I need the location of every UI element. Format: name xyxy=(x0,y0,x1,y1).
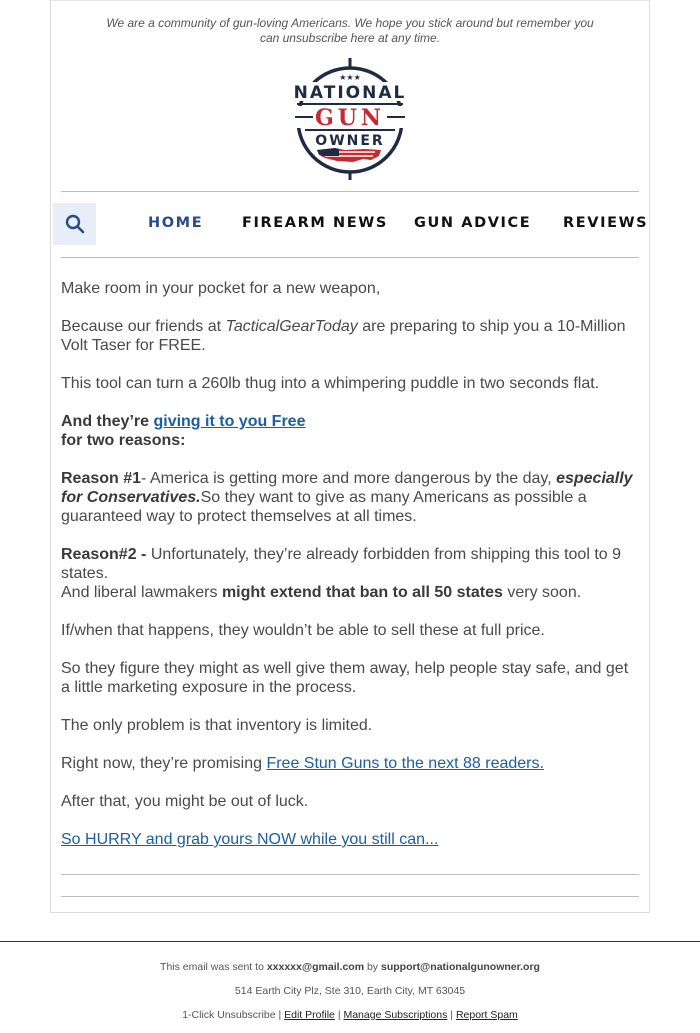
free-stun-guns-link[interactable]: Free Stun Guns to the next 88 readers. xyxy=(266,755,544,772)
paragraph-cta xyxy=(61,830,641,849)
paragraph-tool: This tool can turn a 260lb thug into a whimpering puddle in two seconds flat. xyxy=(61,375,600,392)
greeting: Make room in your pocket for a new weapon, xyxy=(61,280,381,297)
paragraph-intro: Because our friends at TacticalGearToday are preparing to ship you a 10-Million Volt Taser for FREE. xyxy=(61,318,626,354)
paragraph-promise: Right now, they’re promising Free Stun Guns to the next 88 readers. xyxy=(61,755,544,772)
paragraph-inventory: The only problem is that inventory is limited. xyxy=(61,717,373,734)
nav-reviews[interactable]: REVIEWS xyxy=(563,215,649,231)
search-button[interactable] xyxy=(53,203,96,245)
intro-text: We are a community of gun-loving Americans. We hope you stick around but remember you can unsubscribe here at any time. xyxy=(106,16,594,45)
paragraph-luck: After that, you might be out of luck. xyxy=(61,793,309,810)
giving-free-link[interactable]: giving it to you Free xyxy=(153,413,306,430)
footer-sent-to: This email was sent to xxxxxx@gmail.com by support@nationalgunowner.org xyxy=(160,961,540,973)
paragraph-give-away: So they figure they might as well give them away, help people stay safe, and get a little marketing exposure in the process. xyxy=(61,660,629,696)
hurry-cta-link[interactable]: So HURRY and grab yours NOW while you still can... xyxy=(61,831,439,848)
nav-home[interactable]: HOME xyxy=(148,215,204,231)
footer-address: 514 Earth City Plz, Ste 310, Earth City, MT 63045 xyxy=(234,985,466,997)
logo-stars: ★★★ xyxy=(339,73,361,82)
logo-gun: GUN xyxy=(314,105,386,131)
paragraph-reasons: And they’re giving it to you Free for two reasons: xyxy=(61,413,306,449)
paragraph-reason-2: Reason#2 - Unfortunately, they’re already forbidden from shipping this tool to 9 states. And liberal lawmakers might extend that ban to all 50 states very soon. xyxy=(61,546,621,601)
edit-profile-link[interactable]: Edit Profile xyxy=(284,1009,335,1021)
footer-divider xyxy=(0,941,700,942)
manage-subscriptions-link[interactable]: Manage Subscriptions xyxy=(343,1009,448,1021)
logo-owner: OWNER xyxy=(315,133,385,149)
footer xyxy=(0,961,700,1033)
unsubscribe-text[interactable]: 1-Click Unsubscribe xyxy=(182,1009,276,1021)
logo-national: NATIONAL xyxy=(293,83,407,103)
report-spam-link[interactable]: Report Spam xyxy=(455,1009,518,1021)
content-divider-1 xyxy=(61,874,639,875)
paragraph-reason-1: Reason #1- America is getting more and more dangerous by the day, especially for Conservatives.So they want to give as many Americans as possible a guaranteed way to protect themselves at all times. xyxy=(61,470,633,525)
nav-firearm-news[interactable]: FIREARM NEWS xyxy=(242,215,388,231)
nav-divider xyxy=(61,257,639,258)
brand-name: TacticalGearToday xyxy=(225,318,358,335)
paragraph-full-price: If/when that happens, they wouldn’t be able to sell these at full price. xyxy=(61,622,545,639)
email-body xyxy=(61,279,641,868)
footer-links: 1-Click Unsubscribe | Edit Profile | Manage Subscriptions | Report Spam xyxy=(182,1009,518,1021)
search-icon xyxy=(65,214,85,234)
national-gun-owner-logo[interactable] xyxy=(275,58,425,180)
nav-gun-advice[interactable]: GUN ADVICE xyxy=(414,215,532,231)
header-divider xyxy=(61,191,639,192)
content-divider-2 xyxy=(61,896,639,897)
